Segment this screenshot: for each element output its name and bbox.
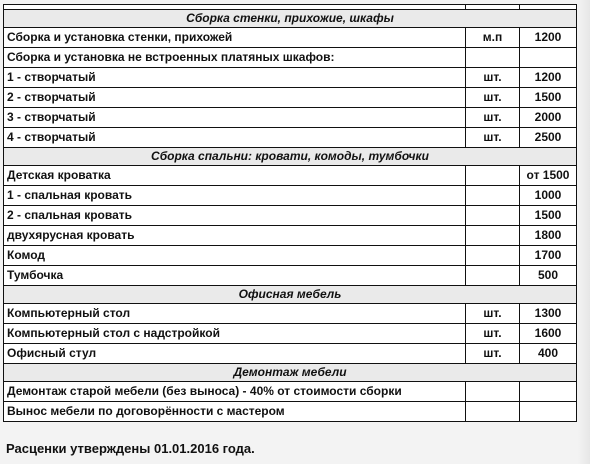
section-title: Сборка стенки, прихожие, шкафы — [4, 10, 577, 28]
table-row — [4, 28, 577, 48]
unit-cell: шт. — [466, 88, 520, 108]
unit-cell — [466, 206, 520, 226]
price-cell: 2000 — [520, 108, 577, 128]
unit-cell: шт. — [466, 68, 520, 88]
unit-cell — [466, 402, 520, 422]
price-cell: 1800 — [520, 226, 577, 246]
unit-cell — [466, 186, 520, 206]
price-cell: 1600 — [520, 324, 577, 344]
service-name: Комод — [4, 246, 466, 266]
unit-cell: шт. — [466, 108, 520, 128]
section-header — [4, 148, 577, 166]
unit-cell — [466, 266, 520, 286]
table-row — [4, 68, 577, 88]
table-row — [4, 344, 577, 364]
service-name: 3 - створчатый — [4, 108, 466, 128]
table-row — [4, 186, 577, 206]
service-name: Сборка и установка не встроенных платяных шкафов: — [4, 48, 466, 68]
unit-cell — [466, 382, 520, 402]
price-cell — [520, 48, 577, 68]
section-title: Офисная мебель — [4, 286, 577, 304]
service-name: Сборка и установка стенки, прихожей — [4, 28, 466, 48]
table-row — [4, 324, 577, 344]
service-name: Демонтаж старой мебели (без выноса) - 40% от стоимости сборки — [4, 382, 466, 402]
table-row — [4, 166, 577, 186]
service-name: двухярусная кровать — [4, 226, 466, 246]
service-name: Компьютерный стол — [4, 304, 466, 324]
section-header — [4, 10, 577, 28]
unit-cell: шт. — [466, 304, 520, 324]
unit-cell — [466, 226, 520, 246]
section-header — [4, 364, 577, 382]
service-name: 2 - спальная кровать — [4, 206, 466, 226]
service-name: 1 - створчатый — [4, 68, 466, 88]
section-title: Сборка спальни: кровати, комоды, тумбочки — [4, 148, 577, 166]
service-name: 2 - створчатый — [4, 88, 466, 108]
unit-cell: шт. — [466, 128, 520, 148]
service-name: Компьютерный стол с надстройкой — [4, 324, 466, 344]
table-row — [4, 402, 577, 422]
price-table — [3, 4, 577, 422]
service-name: 1 - спальная кровать — [4, 186, 466, 206]
price-cell: 1500 — [520, 88, 577, 108]
table-row — [4, 48, 577, 68]
service-name: 4 - створчатый — [4, 128, 466, 148]
price-cell — [520, 382, 577, 402]
service-name: Тумбочка — [4, 266, 466, 286]
table-row — [4, 304, 577, 324]
price-cell — [520, 402, 577, 422]
table-row — [4, 226, 577, 246]
price-cell: 1700 — [520, 246, 577, 266]
price-cell: 1300 — [520, 304, 577, 324]
price-cell: 2500 — [520, 128, 577, 148]
unit-cell: м.п — [466, 28, 520, 48]
price-cell: 1000 — [520, 186, 577, 206]
price-cell: 1500 — [520, 206, 577, 226]
service-name: Офисный стул — [4, 344, 466, 364]
table-row — [4, 88, 577, 108]
page-edge-shadow — [578, 0, 590, 464]
price-table-body — [4, 5, 577, 422]
table-row — [4, 382, 577, 402]
unit-cell: шт. — [466, 324, 520, 344]
price-cell: 500 — [520, 266, 577, 286]
section-title: Демонтаж мебели — [4, 364, 577, 382]
service-name: Вынос мебели по договорённости с мастером — [4, 402, 466, 422]
table-row — [4, 128, 577, 148]
table-row — [4, 108, 577, 128]
section-header — [4, 286, 577, 304]
table-row — [4, 206, 577, 226]
table-row — [4, 246, 577, 266]
unit-cell — [466, 166, 520, 186]
table-row — [4, 266, 577, 286]
price-cell: от 1500 — [520, 166, 577, 186]
price-cell: 1200 — [520, 28, 577, 48]
unit-cell: шт. — [466, 344, 520, 364]
approval-note: Расценки утверждены 01.01.2016 года. — [6, 441, 255, 456]
unit-cell — [466, 48, 520, 68]
unit-cell — [466, 246, 520, 266]
price-cell: 400 — [520, 344, 577, 364]
service-name: Детская кроватка — [4, 166, 466, 186]
price-cell: 1200 — [520, 68, 577, 88]
